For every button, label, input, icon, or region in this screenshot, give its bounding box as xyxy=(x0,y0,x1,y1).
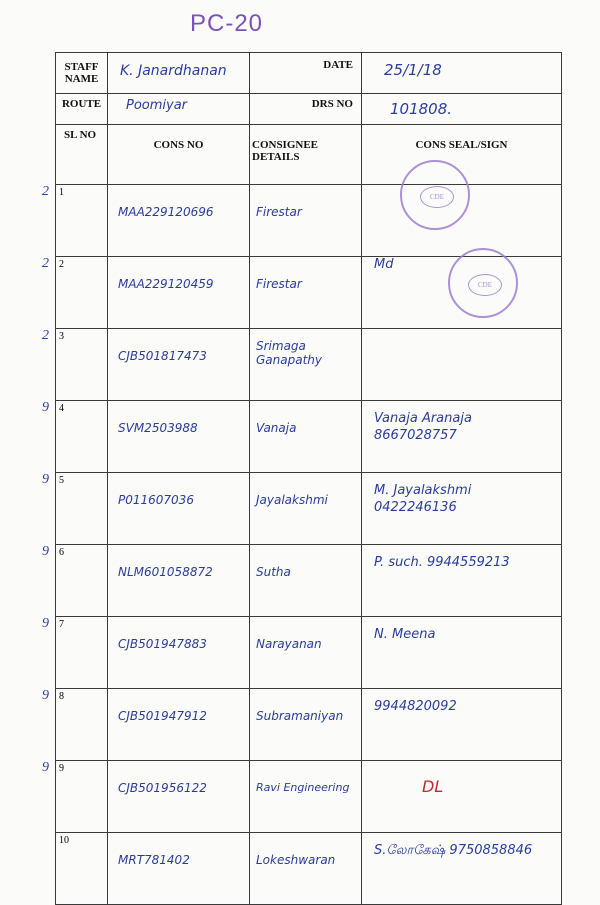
row-tick-mark: 2 xyxy=(42,184,49,199)
row-seal-sign: DL xyxy=(362,761,562,833)
table-row xyxy=(56,545,562,617)
date-value: 25/1/18 xyxy=(362,53,562,94)
page-stamp-title: PC-20 xyxy=(190,10,264,37)
row-seal-sign: S.லோகேஷ் 9750858846 xyxy=(362,833,562,905)
row-seal-sign xyxy=(362,329,562,401)
row-tick-mark: 9 xyxy=(42,616,49,631)
row-cons-no: CJB501817473 xyxy=(108,329,250,401)
table-row xyxy=(56,833,562,905)
company-seal-stamp: CDE xyxy=(400,160,470,230)
row-cons-no: MRT781402 xyxy=(108,833,250,905)
row-consignee: Sutha xyxy=(250,545,362,617)
row-cons-no: CJB501956122 xyxy=(108,761,250,833)
date-label: DATE xyxy=(250,53,362,94)
delivery-run-sheet xyxy=(42,52,562,905)
row-tick-mark: 9 xyxy=(42,400,49,415)
row-seal-sign: M. Jayalakshmi 0422246136 xyxy=(362,473,562,545)
table-row xyxy=(56,329,562,401)
table-row xyxy=(56,473,562,545)
row-seal-sign: Vanaja Aranaja 8667028757 xyxy=(362,401,562,473)
row-sl-no: 9 xyxy=(59,763,64,774)
consignee-details-header: CONSIGNEE DETAILS xyxy=(250,125,362,185)
row-sl-no: 1 xyxy=(59,187,64,198)
row-consignee: Narayanan xyxy=(250,617,362,689)
row-tick-mark: 2 xyxy=(42,256,49,271)
row-sl-no: 2 xyxy=(59,259,64,270)
row-tick-mark: 9 xyxy=(42,760,49,775)
drs-no-value: 101808. xyxy=(362,94,562,125)
row-sl-no: 7 xyxy=(59,619,64,630)
row-seal-sign: P. such. 9944559213 xyxy=(362,545,562,617)
row-tick-mark: 9 xyxy=(42,688,49,703)
staff-name-value: K. Janardhanan xyxy=(108,53,250,94)
row-consignee: Firestar xyxy=(250,257,362,329)
row-cons-no: MAA229120459 xyxy=(108,257,250,329)
route-value: Poomiyar xyxy=(108,94,250,125)
row-tick-mark: 9 xyxy=(42,472,49,487)
route-label: ROUTE xyxy=(56,94,108,125)
row-consignee: Firestar xyxy=(250,185,362,257)
table-row xyxy=(56,689,562,761)
row-seal-sign: Md xyxy=(362,257,562,329)
row-sl-no: 5 xyxy=(59,475,64,486)
row-seal-sign: N. Meena xyxy=(362,617,562,689)
row-cons-no: NLM601058872 xyxy=(108,545,250,617)
row-consignee: Srimaga Ganapathy xyxy=(250,329,362,401)
row-seal-sign: 9944820092 xyxy=(362,689,562,761)
cons-no-header: CONS NO xyxy=(108,125,250,185)
table-row xyxy=(56,761,562,833)
row-consignee: Ravi Engineering xyxy=(250,761,362,833)
row-tick-mark: 9 xyxy=(42,544,49,559)
row-cons-no: P011607036 xyxy=(108,473,250,545)
row-tick-mark: 2 xyxy=(42,328,49,343)
row-sl-no: 3 xyxy=(59,331,64,342)
row-sl-no: 10 xyxy=(59,835,69,846)
row-consignee: Vanaja xyxy=(250,401,362,473)
staff-name-label: STAFF NAME xyxy=(56,53,108,94)
row-cons-no: CJB501947912 xyxy=(108,689,250,761)
row-sl-no: 6 xyxy=(59,547,64,558)
row-consignee: Subramaniyan xyxy=(250,689,362,761)
table-row xyxy=(56,617,562,689)
row-sl-no: 8 xyxy=(59,691,64,702)
row-consignee: Lokeshwaran xyxy=(250,833,362,905)
company-seal-stamp: CDE xyxy=(448,248,518,318)
table-row xyxy=(56,401,562,473)
sl-no-header: SL NO xyxy=(56,125,108,185)
table-row xyxy=(56,185,562,257)
row-cons-no: SVM2503988 xyxy=(108,401,250,473)
drs-no-label: DRS NO xyxy=(250,94,362,125)
cons-seal-sign-header: CONS SEAL/SIGN xyxy=(362,125,562,185)
row-cons-no: MAA229120696 xyxy=(108,185,250,257)
row-consignee: Jayalakshmi xyxy=(250,473,362,545)
row-sl-no: 4 xyxy=(59,403,64,414)
row-cons-no: CJB501947883 xyxy=(108,617,250,689)
